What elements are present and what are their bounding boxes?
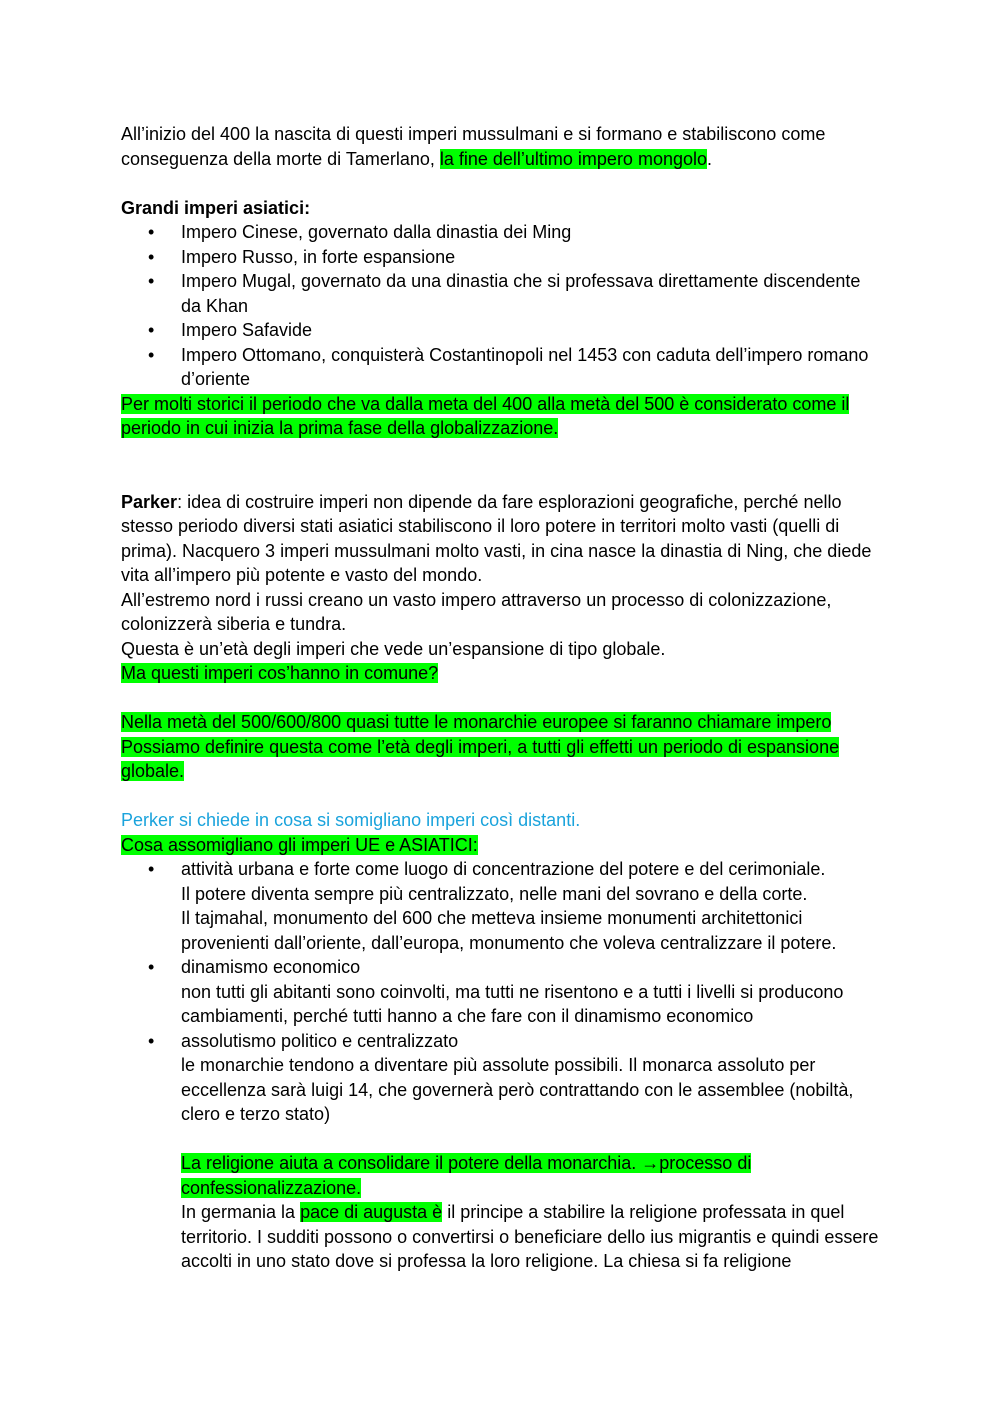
perker-question: Perker si chiede in cosa si somigliano imperi così distanti.	[121, 810, 581, 830]
common-question: Ma questi imperi cos’hanno in comune?	[121, 663, 439, 683]
similarities-heading: Cosa assomigliano gli imperi UE e ASIATICI:	[121, 834, 478, 855]
bullet-icon: •	[148, 271, 155, 291]
asian-empires-list	[121, 220, 881, 392]
augusta-highlight: pace di augusta è	[300, 1202, 443, 1222]
bullet-icon: •	[148, 246, 155, 267]
religion-note: La religione aiuta a consolidare il potere della monarchia. →processo di confessionalizzazione.	[181, 1153, 752, 1198]
list-item: • Impero Ottomano, conquisterà Costantinopoli nel 1453 con caduta dell’impero romano d’oriente	[148, 344, 869, 389]
bullet-icon: •	[148, 222, 155, 242]
germany-paragraph: In germania la pace di augusta è il principe a stabilire la religione professata in quel territorio. I sudditi possono o convertirsi o beneficiare dello ius migrantis e quindi essere accolti in uno stato dove si professa la loro religione. La chiesa si fa religione	[181, 1202, 879, 1271]
parker-paragraph: Parker: idea di costruire imperi non dipende da fare esplorazioni geografiche, perché nello stesso periodo diversi stati asiatici stabiliscono il loro potere in territori molto vasti (quelli di prima). Nacquero 3 imperi mussulmani molto vasti, in cina nasce la dinastia di Ning, che diede vita all’impero più potente e vasto del mondo.	[121, 491, 872, 585]
document-body	[121, 122, 881, 1274]
bullet-icon: •	[148, 859, 155, 879]
list-item: • Impero Mugal, governato da una dinastia che si professava direttamente discendente da Khan	[148, 271, 861, 316]
intro-end: .	[707, 148, 713, 169]
asian-empires-heading: Grandi imperi asiatici:	[121, 197, 311, 218]
list-item: • assolutismo politico e centralizzato le monarchie tendono a diventare più assolute possibili. Il monarca assoluto per eccellenza sarà luigi 14, che governerà però contrattando con le assemblee (nobiltà, clero e terzo stato)	[148, 1030, 854, 1124]
globalization-note: Per molti storici il periodo che va dalla meta del 400 alla metà del 500 è considerato come il periodo in cui inizia la prima fase della globalizzazione.	[121, 393, 850, 438]
list-item: • dinamismo economico non tutti gli abitanti sono coinvolti, ma tutti ne risentono e a tutti i livelli si producono cambiamenti, perché tutti hanno a che fare con il dinamismo economico	[148, 957, 844, 1026]
list-item: • attività urbana e forte come luogo di concentrazione del potere e del cerimoniale. Il potere diventa sempre più centralizzato, nelle mani del sovrano e della corte. Il tajmahal, monumento del 600 che metteva insieme monumenti architettonici provenienti dall’oriente, dall’europa, monumento che voleva centralizzare il potere.	[148, 859, 837, 953]
list-item: • Impero Russo, in forte espansione	[121, 245, 881, 270]
bullet-icon: •	[148, 344, 155, 365]
intro-text: All’inizio del 400 la nascita di questi imperi mussulmani e si formano e stabiliscono come conseguenza della morte di Tamerlano,	[121, 124, 826, 169]
parker-name: Parker	[121, 491, 178, 512]
bullet-icon: •	[148, 957, 155, 977]
russia-paragraph: All’estremo nord i russi creano un vasto impero attraverso un processo di colonizzazione, colonizzerà siberia e tundra.	[121, 589, 832, 634]
list-item: • Impero Safavide	[121, 318, 881, 343]
bullet-icon: •	[148, 1030, 155, 1051]
similarities-list	[121, 857, 881, 1127]
intro-highlight: la fine dell’ultimo impero mongolo	[439, 148, 707, 169]
intro-paragraph	[121, 122, 881, 171]
monarchies-paragraph: Nella metà del 500/600/800 quasi tutte le monarchie europee si faranno chiamare impero Possiamo definire questa come l’età degli imperi, a tutti gli effetti un periodo di espansione globale.	[121, 712, 840, 781]
age-of-empires-paragraph: Questa è un’età degli imperi che vede un’espansione di tipo globale.	[121, 638, 666, 659]
bullet-icon: •	[148, 320, 155, 340]
list-item: • Impero Cinese, governato dalla dinastia dei Ming	[121, 220, 881, 245]
